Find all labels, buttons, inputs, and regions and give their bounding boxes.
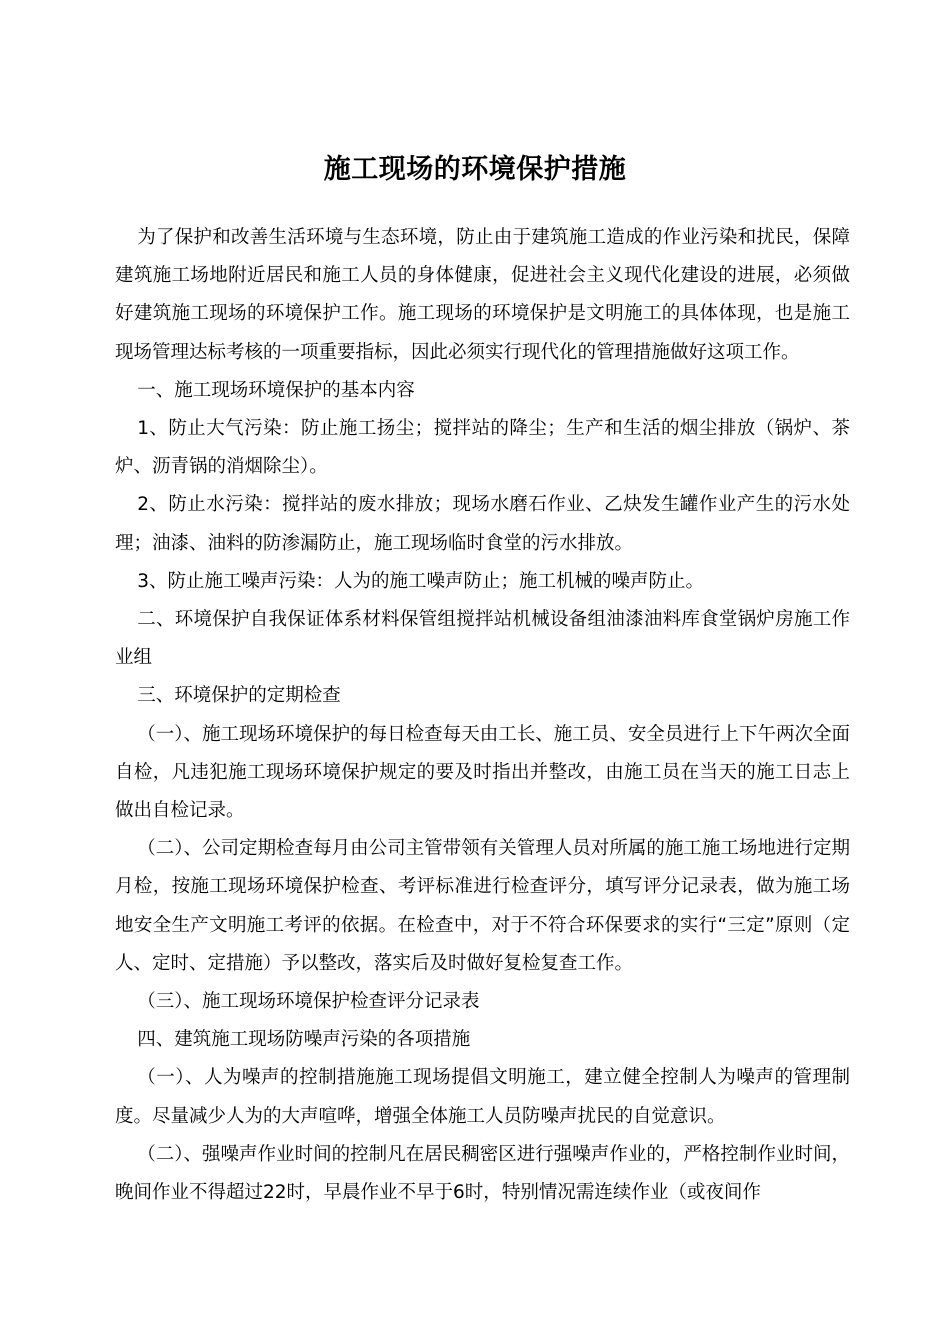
- heading-section-2: 二、环境保护自我保证体系材料保管组搅拌站机械设备组油漆油料库食堂锅炉房施工作业组: [115, 609, 850, 669]
- heading-section-1: 一、施工现场环境保护的基本内容: [137, 379, 415, 401]
- paragraph-work-time: （二）、强噪声作业时间的控制凡在居民稠密区进行强噪声作业的，严格控制作业时间，晚间作业不得超过22时，早晨作业不早于6时，特别情况需连续作业（或夜间作: [115, 1143, 850, 1204]
- document-title: 施工现场的环境保护措施: [323, 154, 627, 186]
- paragraph-intro: 为了保护和改善生活环境与生态环境，防止由于建筑施工造成的作业污染和扰民，保障建筑施工场地附近居民和施工人员的身体健康，促进社会主义现代化建设的进展，必须做好建筑施工现场的环境保护工作。施工现场的环境保护是文明施工的具体体现，也是施工现场管理达标考核的一项重要指标，因此必须实行现代化的管理措施做好这项工作。: [115, 227, 850, 363]
- paragraph-water-pollution: 2、防止水污染：搅拌站的废水排放；现场水磨石作业、乙炔发生罐作业产生的污水处理；油漆、油料的防渗漏防止，施工现场临时食堂的污水排放。: [115, 494, 850, 554]
- paragraph-air-pollution: 1、防止大气污染：防止施工扬尘；搅拌站的降尘；生产和生活的烟尘排放（锅炉、茶炉、沥青锅的消烟除尘）。: [115, 418, 850, 478]
- paragraph-score-record: （三）、施工现场环境保护检查评分记录表: [137, 991, 480, 1013]
- heading-section-4: 四、建筑施工现场防噪声污染的各项措施: [137, 1029, 471, 1051]
- paragraph-noise-pollution: 3、防止施工噪声污染：人为的施工噪声防止；施工机械的噪声防止。: [137, 570, 704, 592]
- document-body: [115, 219, 850, 1212]
- paragraph-human-noise: （一）、人为噪声的控制措施施工现场提倡文明施工，建立健全控制人为噪声的管理制度。尽量减少人为的大声喧哗，增强全体施工人员防噪声扰民的自觉意识。: [115, 1067, 850, 1127]
- paragraph-monthly-check: （二）、公司定期检查每月由公司主管带领有关管理人员对所属的施工施工场地进行定期月检，按施工现场环境保护检查、考评标准进行检查评分，填写评分记录表，做为施工场地安全生产文明施工考评的依据。在检查中，对于不符合环保要求的实行“三定”原则（定人、定时、定措施）予以整改，落实后及时做好复检复查工作。: [115, 838, 850, 974]
- paragraph-daily-check: （一）、施工现场环境保护的每日检查每天由工长、施工员、安全员进行上下午两次全面自检，凡违犯施工现场环境保护规定的要及时指出并整改，由施工员在当天的施工日志上做出自检记录。: [115, 723, 850, 822]
- heading-section-3: 三、环境保护的定期检查: [137, 685, 341, 707]
